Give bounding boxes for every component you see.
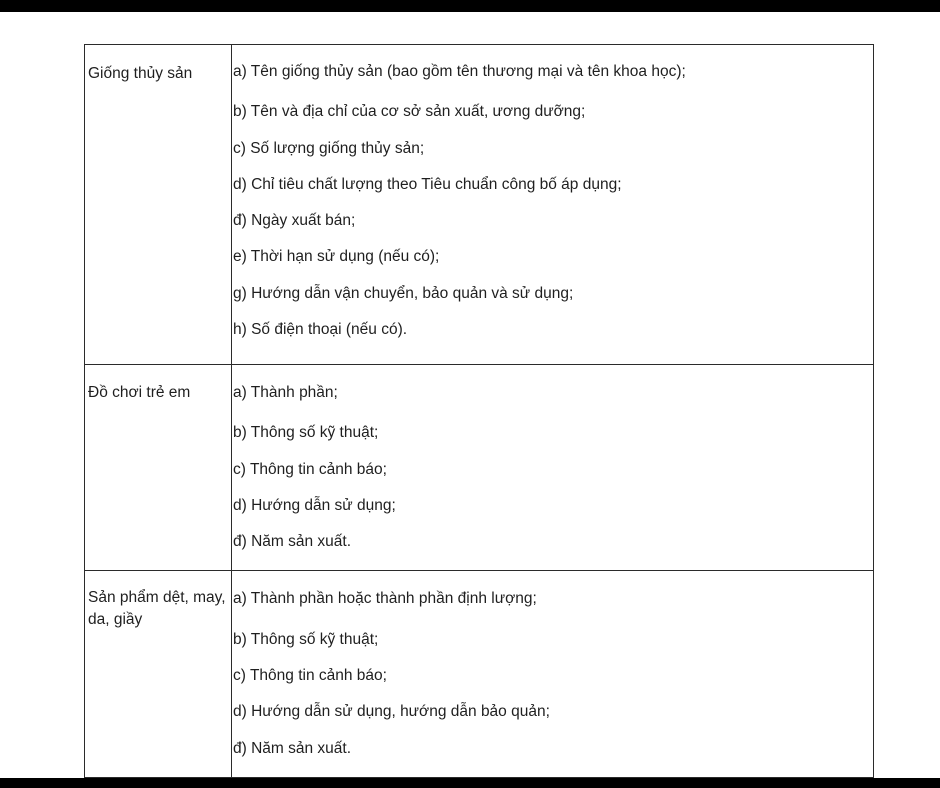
items-cell xyxy=(232,571,874,777)
table-row xyxy=(85,571,874,777)
document-page xyxy=(0,12,940,778)
table-row xyxy=(85,45,874,365)
list-item: b) Thông số kỹ thuật; xyxy=(233,424,379,442)
category-cell: Sản phẩm dệt, may, da, giầy xyxy=(85,571,232,777)
list-item: c) Thông tin cảnh báo; xyxy=(233,667,387,685)
category-cell: Giống thủy sản xyxy=(85,45,232,365)
items-cell xyxy=(232,45,874,365)
labeling-requirements-table xyxy=(84,44,874,778)
list-item: đ) Năm sản xuất. xyxy=(233,533,352,551)
items-cell xyxy=(232,365,874,571)
list-item: g) Hướng dẫn vận chuyển, bảo quản và sử dụng; xyxy=(233,284,574,302)
list-item: a) Thành phần; xyxy=(233,384,338,401)
list-item: b) Tên và địa chỉ của cơ sở sản xuất, ương dưỡng; xyxy=(233,103,586,121)
list-item: d) Hướng dẫn sử dụng, hướng dẫn bảo quản; xyxy=(233,703,550,721)
list-item: đ) Năm sản xuất. xyxy=(233,739,352,757)
list-item: đ) Ngày xuất bán; xyxy=(233,212,356,230)
list-item: d) Hướng dẫn sử dụng; xyxy=(233,496,396,514)
list-item: h) Số điện thoại (nếu có). xyxy=(233,321,408,339)
list-item: e) Thời hạn sử dụng (nếu có); xyxy=(233,248,440,266)
list-item: c) Số lượng giống thủy sản; xyxy=(233,139,425,157)
list-item: d) Chỉ tiêu chất lượng theo Tiêu chuẩn công bố áp dụng; xyxy=(233,175,622,193)
list-item: a) Thành phần hoặc thành phần định lượng; xyxy=(233,590,537,608)
list-item: c) Thông tin cảnh báo; xyxy=(233,460,387,478)
list-item: b) Thông số kỹ thuật; xyxy=(233,630,379,648)
list-item: a) Tên giống thủy sản (bao gồm tên thương mại và tên khoa học); xyxy=(233,63,686,80)
category-cell: Đồ chơi trẻ em xyxy=(85,365,232,571)
table-row xyxy=(85,365,874,571)
